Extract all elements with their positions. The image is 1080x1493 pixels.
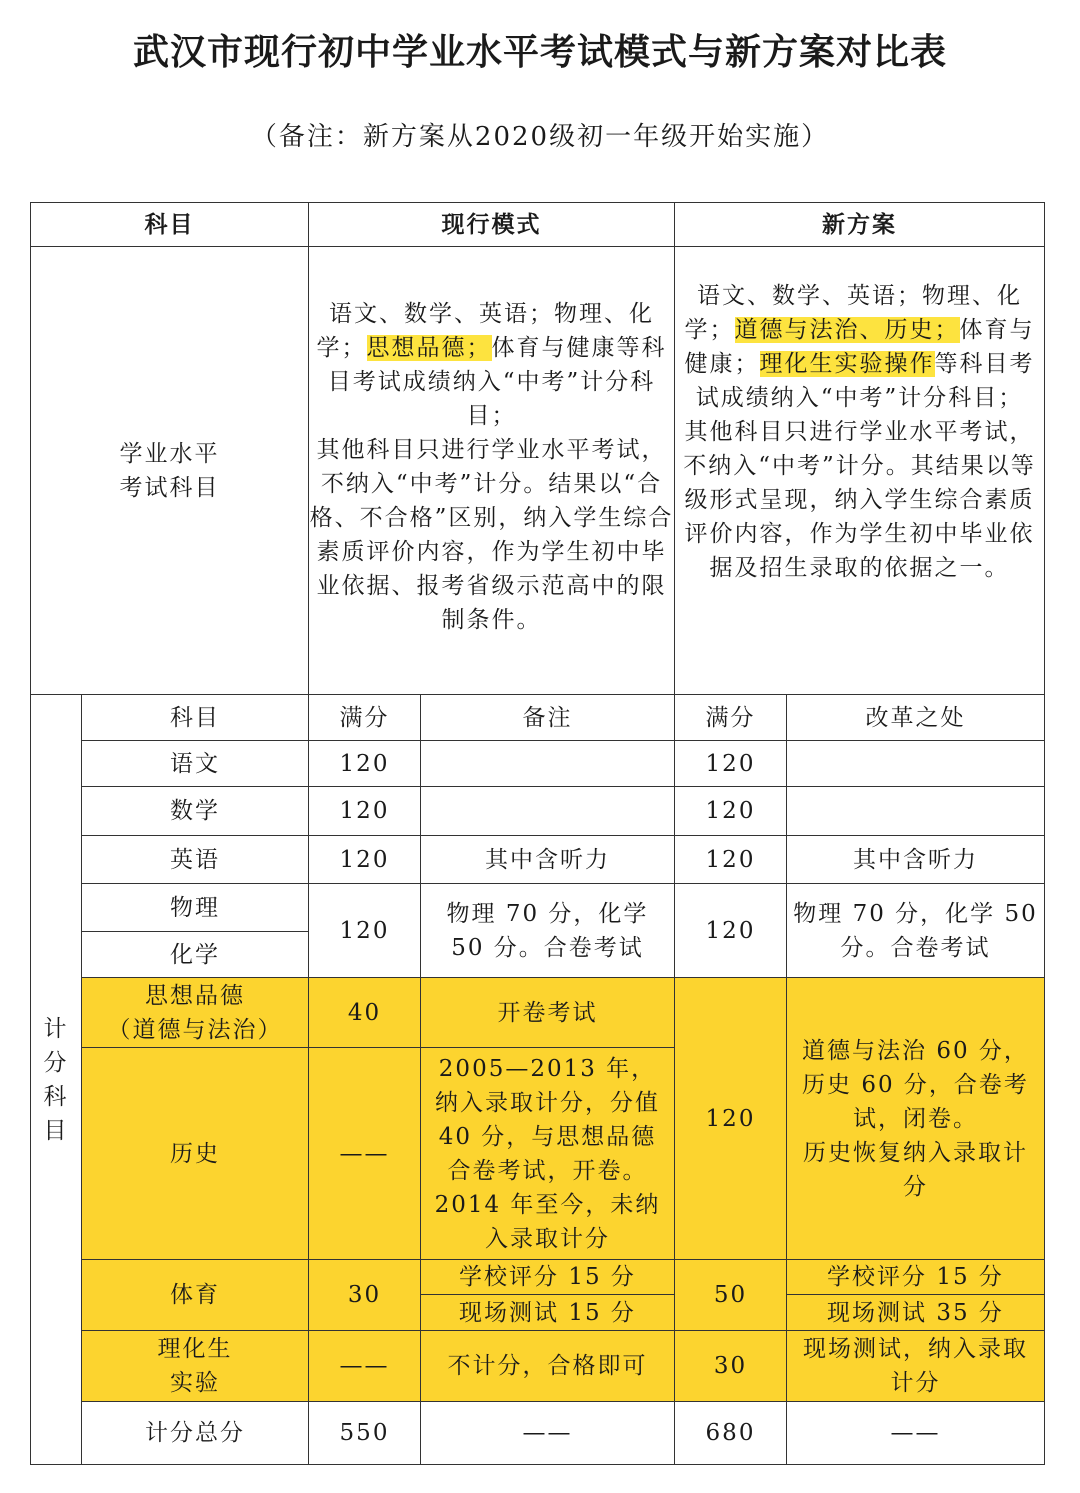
highlight-morality-history: 道德与法治、历史； (734, 317, 960, 343)
comparison-table (30, 202, 1045, 1465)
remark-empty (421, 741, 675, 787)
reform-empty (787, 787, 1045, 836)
new-plan-paragraph-1: 语文、数学、英语；物理、化学；道德与法治、历史；体育与健康；理化生实验操作等科目考试成绩纳入“中考”计分科目； (684, 283, 1035, 411)
remark-morality: 开卷考试 (421, 978, 675, 1048)
column-reform: 改革之处 (787, 695, 1045, 741)
reform-total: —— (787, 1402, 1045, 1465)
highlight-morality: 思想品德； (366, 335, 492, 361)
score-new: 120 (675, 884, 787, 978)
score-new: 30 (675, 1331, 787, 1402)
remark-total: —— (421, 1402, 675, 1465)
implementation-note: （备注：新方案从2020级初一年级开始实施） (250, 122, 830, 152)
column-subject: 科目 (82, 695, 309, 741)
current-mode-description (309, 247, 675, 695)
reform-morality-history: 道德与法治 60 分，历史 60 分，合卷考试，闭卷。 历史恢复纳入录取计分 (787, 978, 1045, 1260)
new-plan-description (675, 247, 1045, 695)
table-row-english (31, 836, 1045, 884)
score-new: 120 (675, 787, 787, 836)
subject-history: 历史 (82, 1048, 309, 1260)
score-current: 120 (309, 836, 421, 884)
subject-math: 数学 (82, 787, 309, 836)
subject-chemistry: 化学 (82, 932, 309, 978)
table-row-chinese (31, 741, 1045, 787)
exam-subjects-row (31, 247, 1045, 695)
remark-lab: 不计分，合格即可 (421, 1331, 675, 1402)
remark-physics-chemistry: 物理 70 分，化学 50 分。合卷考试 (421, 884, 675, 978)
score-new: 120 (675, 741, 787, 787)
reform-pe-school: 学校评分 15 分 (787, 1260, 1045, 1295)
score-current: —— (309, 1331, 421, 1402)
table-row-morality (31, 978, 1045, 1048)
subject-lab: 理化生 实验 (82, 1331, 309, 1402)
total-new: 680 (675, 1402, 787, 1465)
table-row-lab (31, 1331, 1045, 1402)
header-current-mode: 现行模式 (309, 203, 675, 247)
subject-morality: 思想品德 （道德与法治） (82, 978, 309, 1048)
remark-english: 其中含听力 (421, 836, 675, 884)
column-full-score-new: 满分 (675, 695, 787, 741)
table-row-math (31, 787, 1045, 836)
reform-physics-chemistry: 物理 70 分，化学 50 分。合卷考试 (787, 884, 1045, 978)
page-title: 武汉市现行初中学业水平考试模式与新方案对比表 (132, 32, 947, 73)
score-current: 120 (309, 741, 421, 787)
subject-english: 英语 (82, 836, 309, 884)
score-current: 30 (309, 1260, 421, 1331)
current-mode-paragraph-1: 语文、数学、英语；物理、化学；思想品德；体育与健康等科目考试成绩纳入“中考”计分科目； (316, 301, 667, 429)
remark-empty (421, 787, 675, 836)
subject-total: 计分总分 (82, 1402, 309, 1465)
score-new: 120 (675, 836, 787, 884)
reform-english: 其中含听力 (787, 836, 1045, 884)
column-remark: 备注 (421, 695, 675, 741)
subject-physics: 物理 (82, 884, 309, 932)
reform-empty (787, 741, 1045, 787)
score-current: 40 (309, 978, 421, 1048)
total-current: 550 (309, 1402, 421, 1465)
table-row-pe (31, 1260, 1045, 1295)
table-row-physics (31, 884, 1045, 932)
remark-pe-school: 学校评分 15 分 (421, 1260, 675, 1295)
score-columns-row (31, 695, 1045, 741)
table-header-row (31, 203, 1045, 247)
reform-pe-onsite: 现场测试 35 分 (787, 1295, 1045, 1331)
current-mode-paragraph-2: 其他科目只进行学业水平考试，不纳入“中考”计分。结果以“合格、不合格”区别，纳入学生综合素质评价内容，作为学生初中毕业依据、报考省级示范高中的限制条件。 (309, 437, 674, 633)
header-subject: 科目 (31, 203, 309, 247)
remark-history: 2005—2013 年，纳入录取计分，分值 40 分，与思想品德合卷考试，开卷。2014 年至今，未纳入录取计分 (421, 1048, 675, 1260)
subject-pe: 体育 (82, 1260, 309, 1331)
score-new: 50 (675, 1260, 787, 1331)
subject-chinese: 语文 (82, 741, 309, 787)
table-row-total (31, 1402, 1045, 1465)
reform-lab: 现场测试，纳入录取计分 (787, 1331, 1045, 1402)
score-new-morality-history: 120 (675, 978, 787, 1260)
new-plan-paragraph-2: 其他科目只进行学业水平考试，不纳入“中考”计分。其结果以等级形式呈现，纳入学生综合素质评价内容，作为学生初中毕业依据及招生录取的依据之一。 (683, 419, 1036, 581)
header-new-plan: 新方案 (675, 203, 1045, 247)
scoring-subjects-label: 计 分 科 目 (31, 695, 82, 1465)
score-current: 120 (309, 884, 421, 978)
score-current: —— (309, 1048, 421, 1260)
remark-pe-onsite: 现场测试 15 分 (421, 1295, 675, 1331)
exam-subjects-label: 学业水平 考试科目 (31, 247, 309, 695)
column-full-score-current: 满分 (309, 695, 421, 741)
score-current: 120 (309, 787, 421, 836)
highlight-lab-operation: 理化生实验操作 (759, 351, 935, 377)
